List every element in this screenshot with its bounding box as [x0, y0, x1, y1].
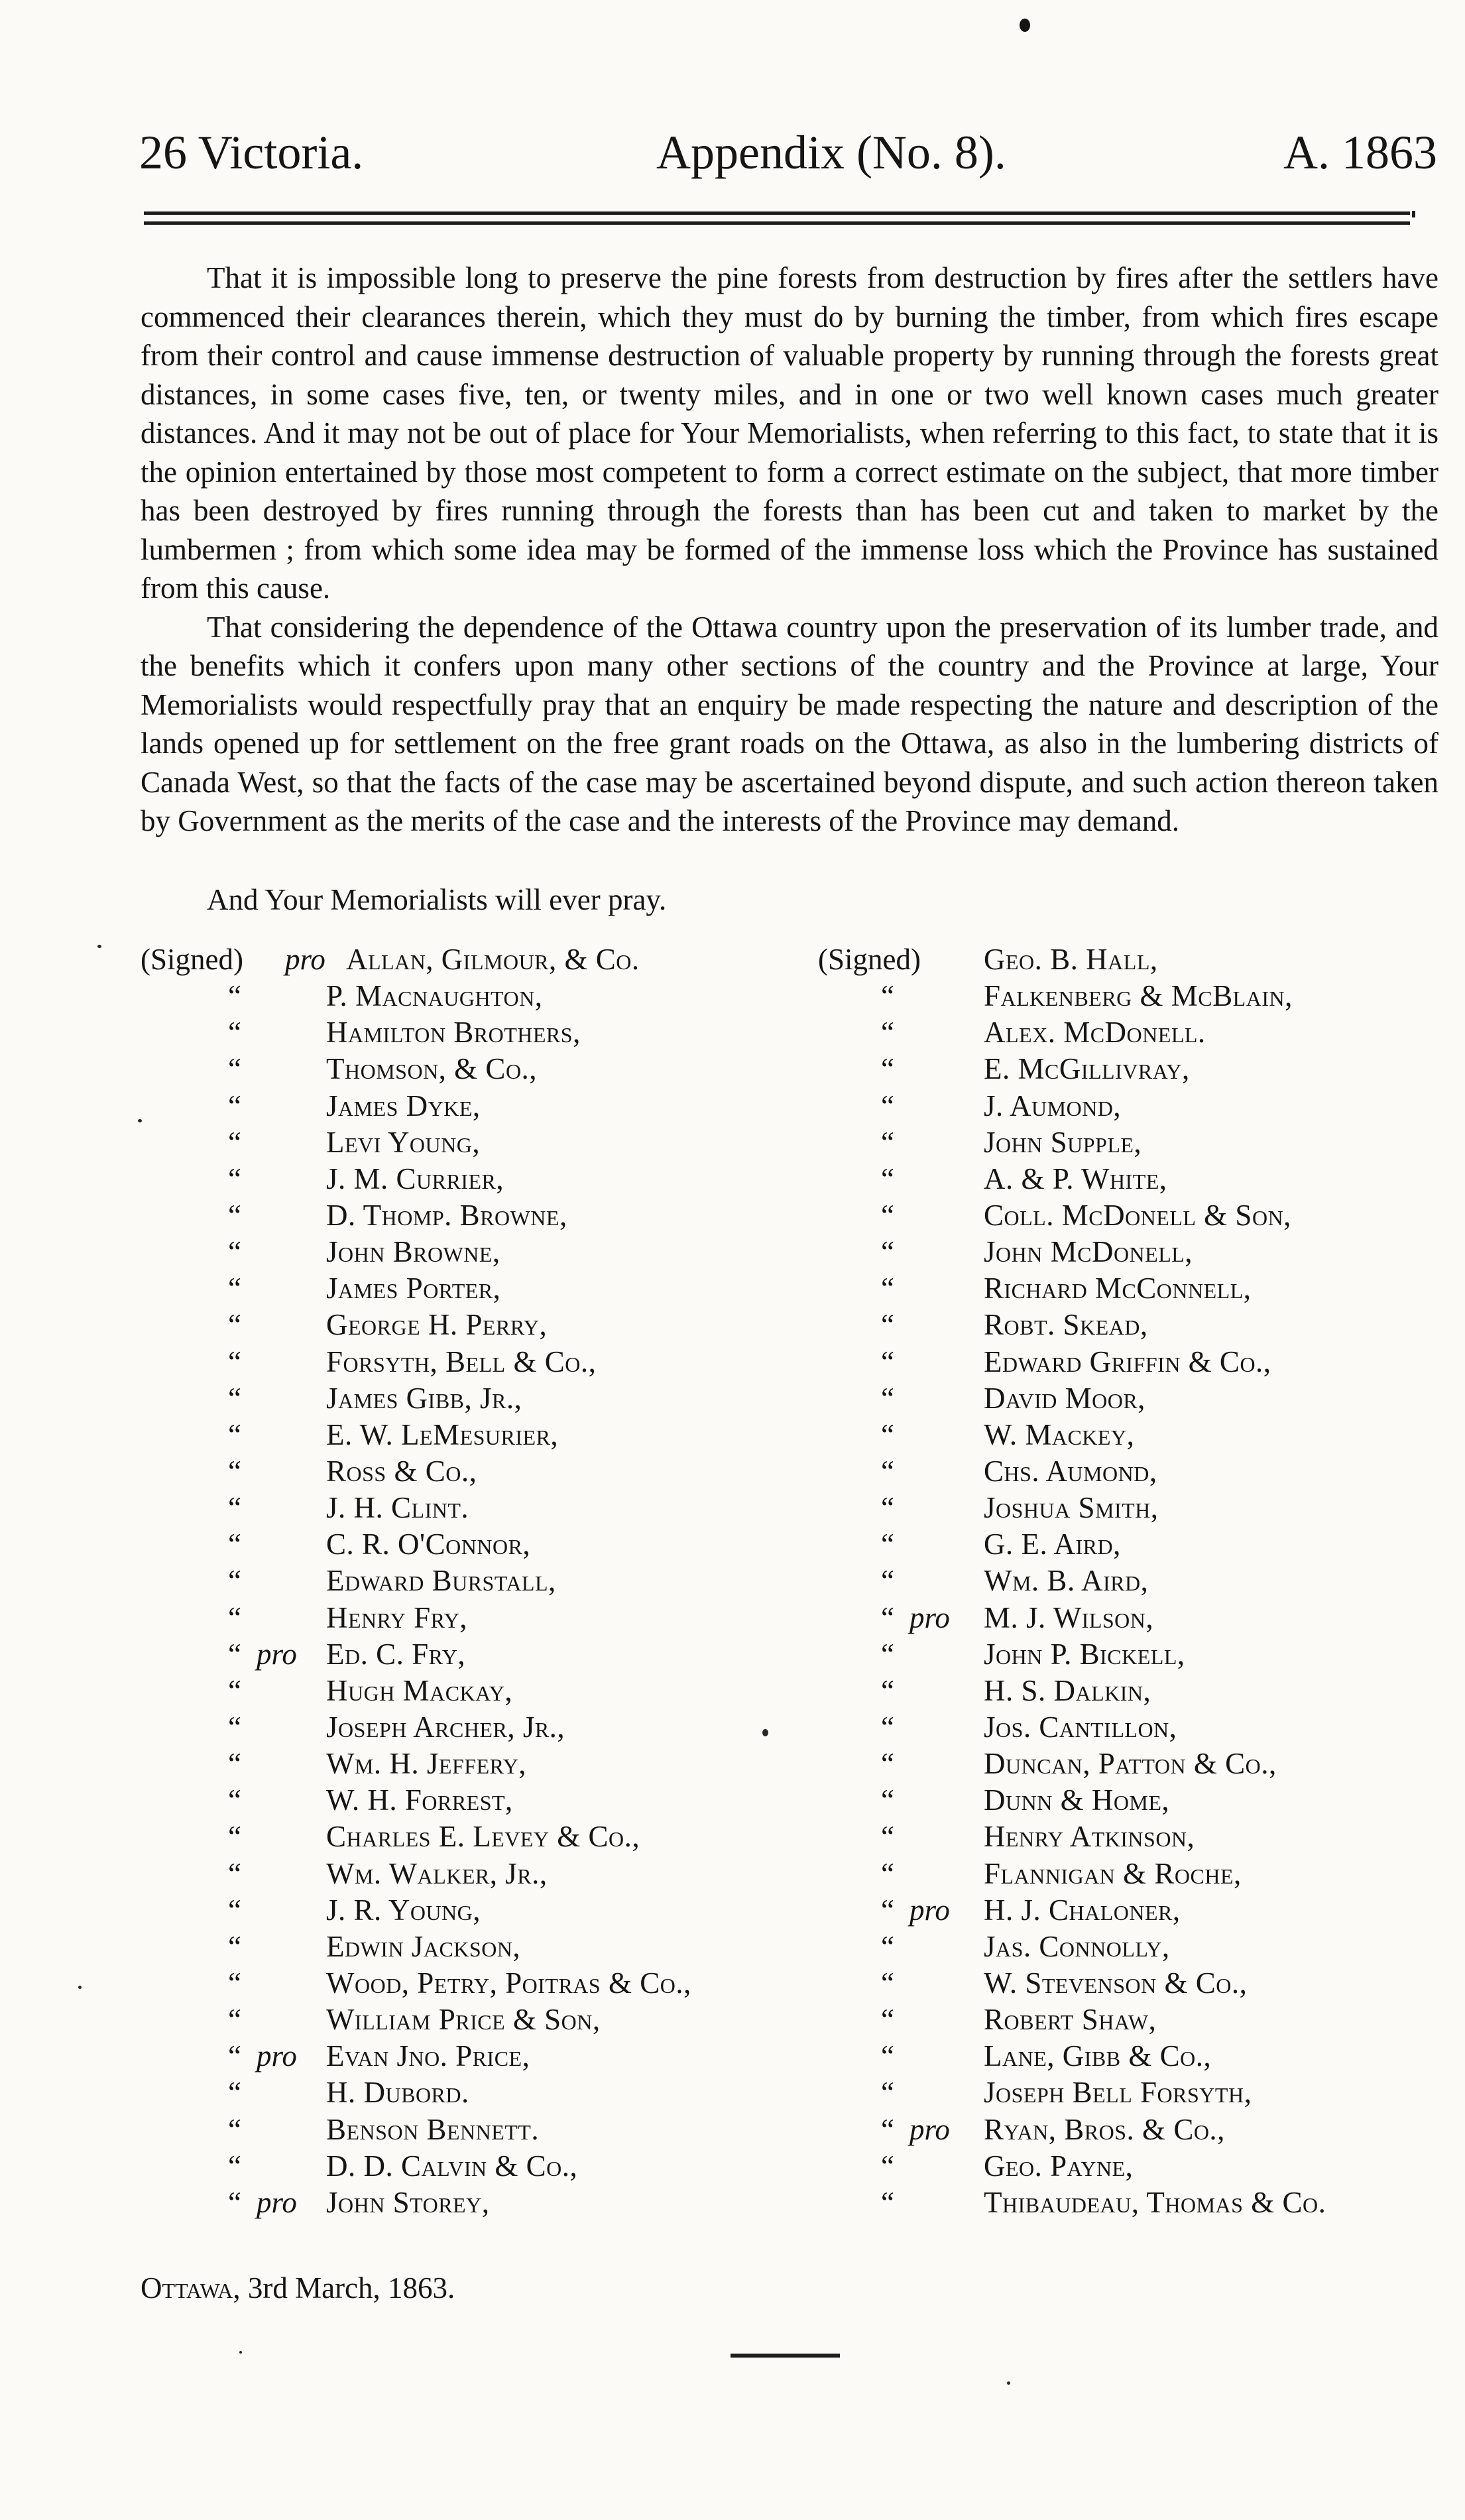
ditto-mark: “	[228, 1856, 241, 1890]
signatures-left-column	[141, 941, 803, 2221]
signature-row	[141, 2074, 803, 2111]
signatory-name: Henry Atkinson,	[984, 1820, 1195, 1854]
signatory-name: Alex. McDonell.	[984, 1016, 1206, 1050]
signatory-name: J. Aumond,	[984, 1089, 1122, 1122]
signatory-name: Coll. McDonell & Son,	[984, 1198, 1291, 1232]
signature-row	[818, 1856, 1454, 1892]
signatory-name: Jas. Connolly,	[984, 1929, 1170, 1963]
signature-row	[818, 1051, 1454, 1087]
ditto-mark: “	[228, 1820, 241, 1854]
signature-row	[141, 1782, 803, 1819]
signatory-name: J. M. Currier,	[326, 1162, 504, 1195]
ditto-mark: “	[881, 1235, 894, 1269]
ink-dot	[1020, 19, 1030, 32]
signatory-name: Richard McConnell,	[984, 1272, 1252, 1305]
ditto-mark: “	[228, 1381, 241, 1415]
signature-row	[141, 1161, 803, 1197]
signature-row	[141, 1746, 803, 1782]
signature-row	[141, 1307, 803, 1343]
signatory-name: Ed. C. Fry,	[326, 1637, 466, 1671]
ditto-mark: “	[228, 2149, 241, 2183]
signatory-name: Hamilton Brothers,	[326, 1016, 581, 1050]
ditto-mark: “	[228, 1198, 241, 1232]
signatory-name: J. H. Clint.	[326, 1491, 469, 1525]
signatory-name: Geo. Payne,	[984, 2149, 1134, 2183]
signatory-name: John Storey,	[326, 2185, 490, 2219]
signature-row	[141, 1856, 803, 1892]
signatory-name: Wood, Petry, Poitras & Co.,	[326, 1966, 691, 2000]
signature-row	[141, 1014, 803, 1051]
signatory-name: Falkenberg & McBlain,	[984, 979, 1293, 1013]
ditto-mark: “	[228, 979, 241, 1013]
ink-speck	[78, 1986, 82, 1989]
signature-row	[818, 1344, 1454, 1380]
ditto-mark: “	[881, 1417, 894, 1451]
signature-row	[141, 1929, 803, 1965]
signatory-name: H. S. Dalkin,	[984, 1673, 1151, 1707]
signature-row	[818, 2038, 1454, 2074]
signatory-name: Allan, Gilmour, & Co.	[346, 943, 640, 976]
header-appendix: Appendix (No. 8).	[656, 126, 1006, 179]
ink-speck	[97, 945, 101, 948]
signature-row	[141, 1490, 803, 1526]
paragraph-fires: That it is impossible long to preserve the pine forests from destruction by fires after the settlers have commenced their clearances therein, which they must do by burning the timber, from which fires escape from their control and cause immense destruction of valuable property by running through the forests great distances, in some cases five, ten, or twenty miles, and in one or two well known cases much greater distances. And it may not be out of place for Your Memorialists, when referring to this fact, to state that it is the opinion entertained by those most competent to form a correct estimate on the subject, that more timber has been destroyed by fires running through the forests than has been cut and taken to market by the lumbermen ; from which some idea may be formed of the immense loss which the Province has sustained from this cause.	[141, 261, 1438, 605]
ditto-mark: “	[228, 1747, 241, 1781]
ink-speck	[239, 2351, 242, 2354]
signature-row	[818, 1380, 1454, 1417]
ditto-mark: “	[228, 1125, 241, 1159]
signature-row	[818, 1636, 1454, 1673]
signature-row	[818, 1197, 1454, 1234]
signatory-name: James Gibb, Jr.,	[326, 1381, 522, 1415]
signatory-name: Forsyth, Bell & Co.,	[326, 1345, 597, 1378]
ditto-mark: “	[228, 1235, 241, 1269]
ditto-mark: “	[881, 1747, 894, 1781]
signatory-name: E. McGillivray,	[984, 1052, 1190, 1086]
signature-row	[818, 1307, 1454, 1343]
signatory-name: E. W. LeMesurier,	[326, 1417, 559, 1451]
signatory-name: James Dyke,	[326, 1089, 481, 1122]
signature-row	[141, 1600, 803, 1636]
signatory-name: Edwin Jackson,	[326, 1929, 521, 1963]
signatory-name: Thibaudeau, Thomas & Co.	[984, 2185, 1326, 2219]
signature-row	[141, 1673, 803, 1709]
signatory-name: W. Stevenson & Co.,	[984, 1966, 1248, 2000]
ditto-mark: “	[881, 1089, 894, 1122]
signatory-name: Ryan, Bros. & Co.,	[984, 2112, 1225, 2146]
signature-row	[141, 1965, 803, 2002]
ditto-mark: “	[228, 1710, 241, 1744]
ditto-mark: “	[228, 2076, 241, 2110]
signatory-name: J. R. Young,	[326, 1893, 481, 1927]
signature-row	[141, 1636, 803, 1673]
ditto-mark: “	[228, 2112, 241, 2146]
memorial-body	[141, 259, 1438, 841]
signatory-name: Ross & Co.,	[326, 1454, 477, 1488]
ditto-mark: “	[228, 2003, 241, 2037]
signature-row	[818, 2112, 1454, 2148]
signatory-name: Lane, Gibb & Co.,	[984, 2039, 1212, 2073]
ditto-mark: “	[228, 1564, 241, 1598]
signature-row	[141, 1344, 803, 1380]
signatory-name: James Porter,	[326, 1272, 501, 1305]
signature-row	[141, 1526, 803, 1563]
signature-row	[141, 2185, 803, 2221]
end-rule	[731, 2354, 840, 2358]
signature-row	[141, 1088, 803, 1124]
signatory-name: W. H. Forrest,	[326, 1783, 513, 1817]
ditto-mark: “	[228, 2039, 241, 2073]
ditto-mark: “	[228, 1162, 241, 1195]
signature-row	[818, 2185, 1454, 2221]
signatory-name: H. J. Chaloner,	[984, 1893, 1181, 1927]
signatory-name: Chs. Aumond,	[984, 1454, 1157, 1488]
signature-row	[141, 2112, 803, 2148]
ditto-mark: “	[881, 1125, 894, 1159]
ditto-mark: “	[881, 1820, 894, 1854]
signatory-name: Joshua Smith,	[984, 1491, 1159, 1525]
page-header	[139, 123, 1437, 182]
ditto-mark: “	[881, 1564, 894, 1598]
signature-row	[818, 1161, 1454, 1197]
ink-speck	[1007, 2381, 1010, 2385]
signature-row	[141, 1709, 803, 1746]
signature-row	[141, 1892, 803, 1929]
pro-mark: pro	[257, 2185, 297, 2219]
signatory-name: P. Macnaughton,	[326, 979, 543, 1013]
ditto-mark: “	[881, 2185, 894, 2219]
ditto-mark: “	[228, 1491, 241, 1525]
ditto-mark: “	[228, 2185, 241, 2219]
ditto-mark: “	[228, 1089, 241, 1122]
signature-row	[141, 1819, 803, 1855]
signature-row	[141, 1380, 803, 1417]
signature-row	[818, 1270, 1454, 1307]
dateline	[141, 2269, 455, 2307]
ditto-mark: “	[881, 1345, 894, 1378]
signatory-name: C. R. O'Connor,	[326, 1528, 531, 1561]
signatory-name: John Browne,	[326, 1235, 500, 1269]
signature-row	[141, 1563, 803, 1599]
signature-row	[818, 1746, 1454, 1782]
signature-row	[818, 1965, 1454, 2002]
signatory-name: G. E. Aird,	[984, 1528, 1121, 1561]
ditto-mark: “	[228, 1016, 241, 1050]
pro-mark: pro	[285, 943, 325, 976]
signature-row	[141, 1051, 803, 1087]
signatory-name: Thomson, & Co.,	[326, 1052, 538, 1086]
signature-row	[818, 1453, 1454, 1490]
ditto-mark: “	[228, 1417, 241, 1451]
signatory-name: Joseph Archer, Jr.,	[326, 1710, 565, 1744]
ditto-mark: “	[881, 1454, 894, 1488]
ditto-mark: “	[228, 1345, 241, 1378]
ditto-mark: “	[881, 2149, 894, 2183]
signatory-name: Flannigan & Roche,	[984, 1856, 1242, 1890]
ditto-mark: “	[881, 1272, 894, 1305]
signatory-name: George H. Perry,	[326, 1308, 548, 1342]
signature-row	[141, 1197, 803, 1234]
ditto-mark: “	[881, 2039, 894, 2073]
signatory-name: Dunn & Home,	[984, 1783, 1170, 1817]
pro-mark: pro	[909, 1600, 950, 1634]
signatory-name: Charles E. Levey & Co.,	[326, 1820, 640, 1854]
signature-row	[818, 2148, 1454, 2185]
signatory-name: Duncan, Patton & Co.,	[984, 1747, 1277, 1781]
signature-row	[141, 1124, 803, 1161]
signatory-name: John McDonell,	[984, 1235, 1193, 1269]
signature-row	[818, 1563, 1454, 1599]
signature-row	[141, 1417, 803, 1453]
ditto-mark: “	[228, 1637, 241, 1671]
signature-row	[818, 1929, 1454, 1965]
signatory-name: D. D. Calvin & Co.,	[326, 2149, 578, 2183]
ditto-mark: “	[881, 1052, 894, 1086]
ditto-mark: “	[881, 1381, 894, 1415]
ditto-mark: “	[881, 1856, 894, 1890]
ditto-mark: “	[881, 1637, 894, 1671]
ditto-mark: “	[881, 1016, 894, 1050]
pro-mark: pro	[257, 2039, 297, 2073]
rule-tick	[1412, 211, 1415, 217]
signature-row	[818, 1014, 1454, 1051]
signatory-name: Robt. Skead,	[984, 1308, 1148, 1342]
signature-row	[141, 2148, 803, 2185]
ditto-mark: “	[881, 1929, 894, 1963]
signature-row	[818, 1673, 1454, 1709]
signature-row	[818, 1234, 1454, 1270]
signatory-name: Jos. Cantillon,	[984, 1710, 1177, 1744]
signature-row	[818, 1417, 1454, 1453]
ditto-mark: “	[881, 1600, 894, 1634]
signature-row	[818, 941, 1454, 978]
signature-row	[818, 1819, 1454, 1855]
ditto-mark: “	[881, 1966, 894, 2000]
signatory-name: Geo. B. Hall,	[984, 943, 1158, 976]
ditto-mark: “	[881, 1783, 894, 1817]
dateline-date: 3rd March, 1863.	[247, 2271, 455, 2305]
signed-label: (Signed)	[818, 943, 921, 976]
signatory-name: A. & P. White,	[984, 1162, 1167, 1195]
paragraph-enquiry: That considering the dependence of the Ottawa country upon the preservation of its lumber trade, and the benefits which it confers upon many other sections of the country and the Province at large, Your Memorialists would respectfully pray that an enquiry be made respecting the nature and description of the lands opened up for settlement on the free grant roads on the Ottawa, as also in the lumbering districts of Canada West, so that the facts of the case may be ascertained beyond dispute, and such action thereon taken by Government as the merits of the case and the interests of the Province may demand.	[141, 610, 1438, 837]
ditto-mark: “	[228, 1893, 241, 1927]
ditto-mark: “	[228, 1673, 241, 1707]
signature-row	[141, 1270, 803, 1307]
signatory-name: Benson Bennett.	[326, 2112, 540, 2146]
ditto-mark: “	[881, 1162, 894, 1195]
ditto-mark: “	[228, 1929, 241, 1963]
ditto-mark: “	[881, 1308, 894, 1342]
signatory-name: Hugh Mackay,	[326, 1673, 513, 1707]
signatory-name: Edward Griffin & Co.,	[984, 1345, 1271, 1378]
ditto-mark: “	[881, 1710, 894, 1744]
signature-row	[141, 2002, 803, 2038]
signatory-name: David Moor,	[984, 1381, 1145, 1415]
closing-line: And Your Memorialists will ever pray.	[207, 883, 667, 916]
signature-row	[818, 2002, 1454, 2038]
ditto-mark: “	[228, 1454, 241, 1488]
signature-row	[818, 1892, 1454, 1929]
signature-row	[818, 1088, 1454, 1124]
ink-speck	[762, 1729, 768, 1736]
ditto-mark: “	[228, 1272, 241, 1305]
signature-row	[818, 1124, 1454, 1161]
ink-speck	[138, 1119, 142, 1122]
signatory-name: John P. Bickell,	[984, 1637, 1185, 1671]
ditto-mark: “	[881, 1528, 894, 1561]
header-session: 26 Victoria.	[139, 126, 364, 179]
header-year: A. 1863	[1283, 126, 1437, 179]
ditto-mark: “	[228, 1966, 241, 2000]
signatory-name: Robert Shaw,	[984, 2003, 1157, 2037]
signed-label: (Signed)	[141, 943, 243, 976]
signatures-right-column	[818, 941, 1454, 2221]
signatory-name: D. Thomp. Browne,	[326, 1198, 567, 1232]
signatory-name: H. Dubord.	[326, 2076, 469, 2110]
ditto-mark: “	[881, 1491, 894, 1525]
signature-row	[818, 2074, 1454, 2111]
ditto-mark: “	[881, 2112, 894, 2146]
signature-row	[818, 978, 1454, 1014]
signatory-name: Henry Fry,	[326, 1600, 468, 1634]
ditto-mark: “	[228, 1308, 241, 1342]
signatory-name: Edward Burstall,	[326, 1564, 556, 1598]
pro-mark: pro	[909, 1893, 950, 1927]
signature-row	[818, 1526, 1454, 1563]
signature-row	[141, 941, 803, 978]
signatory-name: M. J. Wilson,	[984, 1600, 1154, 1634]
ditto-mark: “	[881, 1673, 894, 1707]
ditto-mark: “	[881, 1198, 894, 1232]
signature-row	[141, 1453, 803, 1490]
signatory-name: Wm. Walker, Jr.,	[326, 1856, 548, 1890]
signature-row	[818, 1709, 1454, 1746]
ditto-mark: “	[881, 2076, 894, 2110]
signatory-name: Joseph Bell Forsyth,	[984, 2076, 1252, 2110]
ditto-mark: “	[228, 1783, 241, 1817]
signature-row	[818, 1490, 1454, 1526]
signature-row	[141, 978, 803, 1014]
ditto-mark: “	[881, 979, 894, 1013]
signatory-name: Evan Jno. Price,	[326, 2039, 530, 2073]
dateline-place: Ottawa,	[141, 2271, 241, 2305]
ditto-mark: “	[881, 1893, 894, 1927]
pro-mark: pro	[909, 2112, 950, 2146]
signatory-name: William Price & Son,	[326, 2003, 601, 2037]
signatory-name: W. Mackey,	[984, 1417, 1135, 1451]
signatory-name: Wm. B. Aird,	[984, 1564, 1149, 1598]
ditto-mark: “	[881, 2003, 894, 2037]
signatory-name: Levi Young,	[326, 1125, 481, 1159]
ditto-mark: “	[228, 1600, 241, 1634]
header-rule-top	[144, 211, 1410, 215]
signatory-name: Wm. H. Jeffery,	[326, 1747, 527, 1781]
signature-row	[818, 1600, 1454, 1636]
ditto-mark: “	[228, 1052, 241, 1086]
signatory-name: John Supple,	[984, 1125, 1142, 1159]
header-rule-bottom	[144, 221, 1410, 225]
signature-row	[141, 2038, 803, 2074]
pro-mark: pro	[257, 1637, 297, 1671]
ditto-mark: “	[228, 1528, 241, 1561]
signature-row	[141, 1234, 803, 1270]
signature-row	[818, 1782, 1454, 1819]
